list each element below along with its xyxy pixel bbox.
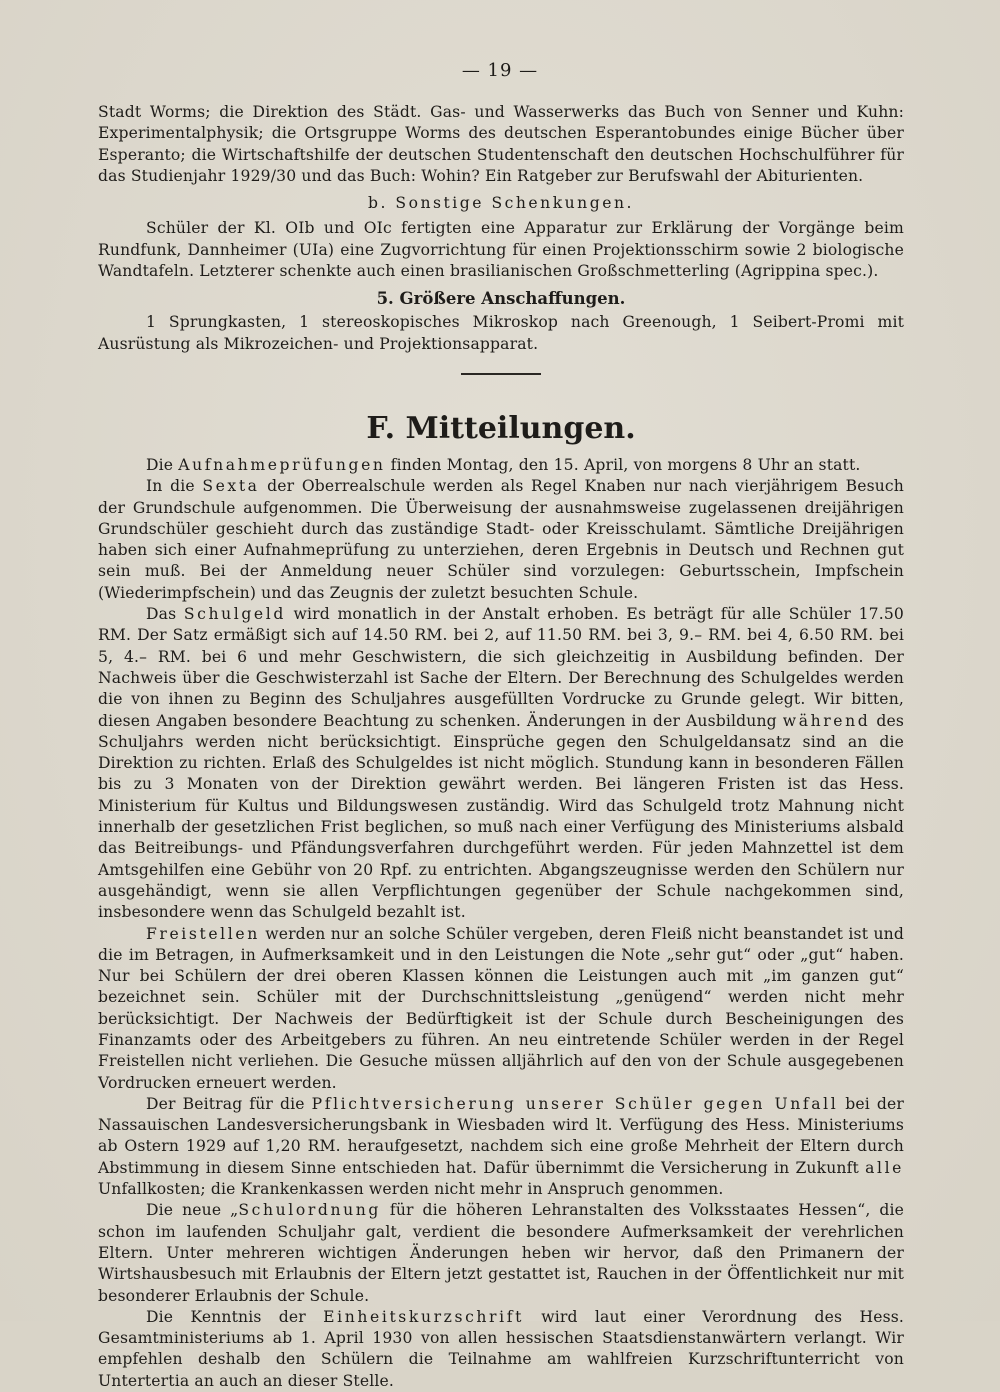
page-number: — 19 — xyxy=(461,60,539,81)
section-F-heading: F. Mitteilungen. xyxy=(366,410,636,446)
paragraph-versicherung: Der Beitrag für die Pflichtversicherung unserer Schüler gegen Unfall bei der Nassauischen Landesversicherungsbank in Wiesbaden wird lt. Verfügung des Hess. Ministeriums ab Ostern 1929 auf 1,20 RM. heraufgesetzt, nachdem sich eine große Mehrheit der Eltern durch Abstimmung in diesem Sinne entschieden hat. Dafür übernimmt die Versicherung in Zukunft alle Unfallkosten; die Krankenkassen werden nicht mehr in Anspruch genommen. xyxy=(98,1094,904,1199)
section-b-heading: b. Sonstige Schenkungen. xyxy=(368,194,634,213)
paragraph-freistellen: Freistellen werden nur an solche Schüler vergeben, deren Fleiß nicht beanstandet ist und die im Betragen, in Aufmerksamkeit und in den Leistungen die Note „sehr gut“ oder „gut“ haben. Nur bei Schülern der drei oberen Klassen können die Leistungen auch mit „im ganzen gut“ bezeichnet sein. Schüler mit der Durchschnittsleistung „genügend“ werden nicht mehr berücksichtigt. Der Nachweis der Bedürftigkeit ist der Schule durch Bescheinigungen des Finanzamts oder des Arbeitgebers zu führen. An neu eintretende Schüler werden in der Regel Freistellen nicht verliehen. Die Gesuche müssen alljährlich auf den von der Schule ausgegebenen Vordrucken erneuert werden. xyxy=(98,924,904,1092)
page-content xyxy=(98,102,904,1392)
section-5-heading: 5. Größere Anschaffungen. xyxy=(376,289,626,309)
paragraph-schulgeld: Das Schulgeld wird monatlich in der Anstalt erhoben. Es beträgt für alle Schüler 17.50 RM. Der Satz ermäßigt sich auf 14.50 RM. bei 2, auf 11.50 RM. bei 3, 9.– RM. bei 4, 6.50 RM. bei 5, 4.– RM. bei 6 und mehr Geschwistern, die sich gleichzeitig in Ausbildung befinden. Der Nachweis über die Geschwisterzahl ist Sache der Eltern. Der Berechnung des Schulgeldes werden die von ihnen zu Beginn des Schuljahres ausgefüllten Vordrucke zu Grunde gelegt. Wir bitten, diesen Angaben besondere Beachtung zu schenken. Änderungen in der Ausbildung während des Schuljahrs werden nicht berücksichtigt. Einsprüche gegen den Schulgeldansatz sind an die Direktion zu richten. Erlaß des Schulgeldes ist nicht möglich. Stundung kann in besonderen Fällen bis zu 3 Monaten von der Direktion gewährt werden. Bei längeren Fristen ist das Hess. Ministerium für Kultus und Bildungswesen zuständig. Wird das Schulgeld trotz Mahnung nicht innerhalb der gesetzlichen Frist beglichen, so muß nach einer Verfügung des Ministeriums alsbald das Beitreibungs- und Pfändungsverfahren durchgeführt werden. Für jeden Mahnzettel ist dem Amtsgehilfen eine Gebühr von 20 Rpf. zu entrichten. Abgangszeugnisse werden den Schülern nur ausgehändigt, wenn sie allen Verpflichtungen gegenüber der Schule nachgekommen sind, insbesondere wenn das Schulgeld bezahlt ist. xyxy=(98,605,904,922)
paragraph-kurzschrift: Die Kenntnis der Einheitskurzschrift wird laut einer Verordnung des Hess. Gesamtministeriums ab 1. April 1930 von allen hessischen Staatsdienstanwärtern verlangt. Wir empfehlen deshalb den Schülern die Teilnahme am wahlfreien Kurzschriftunterricht von Untertertia an auch an dieser Stelle. xyxy=(98,1307,905,1390)
paragraph-aufnahmepruefungen: Die Aufnahmeprüfungen finden Montag, den 15. April, von morgens 8 Uhr an statt. xyxy=(146,455,861,474)
intro-paragraph: Stadt Worms; die Direktion des Städt. Gas- und Wasserwerks das Buch von Senner und Kuhn: Experimentalphysik; die Ortsgruppe Worms des deutschen Esperantobundes einige Bücher über Esperanto; die Wirtschaftshilfe der deutschen Studentenschaft den deutschen Hochschulführer für das Studienjahr 1929/30 und das Buch: Wohin? Ein Ratgeber zur Berufswahl der Abiturienten. xyxy=(98,103,904,185)
section-divider xyxy=(461,373,541,375)
section-b-text: Schüler der Kl. OIb und OIc fertigten eine Apparatur zur Erklärung der Vorgänge beim Rundfunk, Dannheimer (UIa) eine Zugvorrichtung für einen Projektionsschirm sowie 2 biologische Wandtafeln. Letzterer schenkte auch einen brasilianischen Großschmetterling (Agrippina spec.). xyxy=(98,219,904,281)
section-5-text: 1 Sprungkasten, 1 stereoskopisches Mikroskop nach Greenough, 1 Seibert-Promi mit Ausrüstung als Mikrozeichen- und Projektionsapparat. xyxy=(98,313,904,353)
paragraph-schulordnung: Die neue „Schulordnung für die höheren Lehranstalten des Volksstaates Hessen“, die schon im laufenden Schuljahr galt, verdient die besondere Aufmerksamkeit der verehrlichen Eltern. Unter mehreren wichtigen Änderungen heben wir hervor, daß den Primanern der Wirtshausbesuch mit Erlaubnis der Eltern jetzt gestattet ist, Rauchen in der Öffentlichkeit nur mit besonderer Erlaubnis der Schule. xyxy=(98,1201,904,1305)
paragraph-sexta: In die Sexta der Oberrealschule werden als Regel Knaben nur nach vierjährigem Besuch der Grundschule aufgenommen. Die Überweisung der ausnahmsweise zugelassenen dreijährigen Grundschüler geschieht durch das zuständige Stadt- oder Kreisschulamt. Sämtliche Dreijährigen haben sich einer Aufnahmeprüfung zu unterziehen, deren Ergebnis in Deutsch und Rechnen gut sein muß. Bei der Anmeldung neuer Schüler sind vorzulegen: Geburtsschein, Impfschein (Wiederimpfschein) und das Zeugnis der zuletzt besuchten Schule. xyxy=(98,477,904,602)
